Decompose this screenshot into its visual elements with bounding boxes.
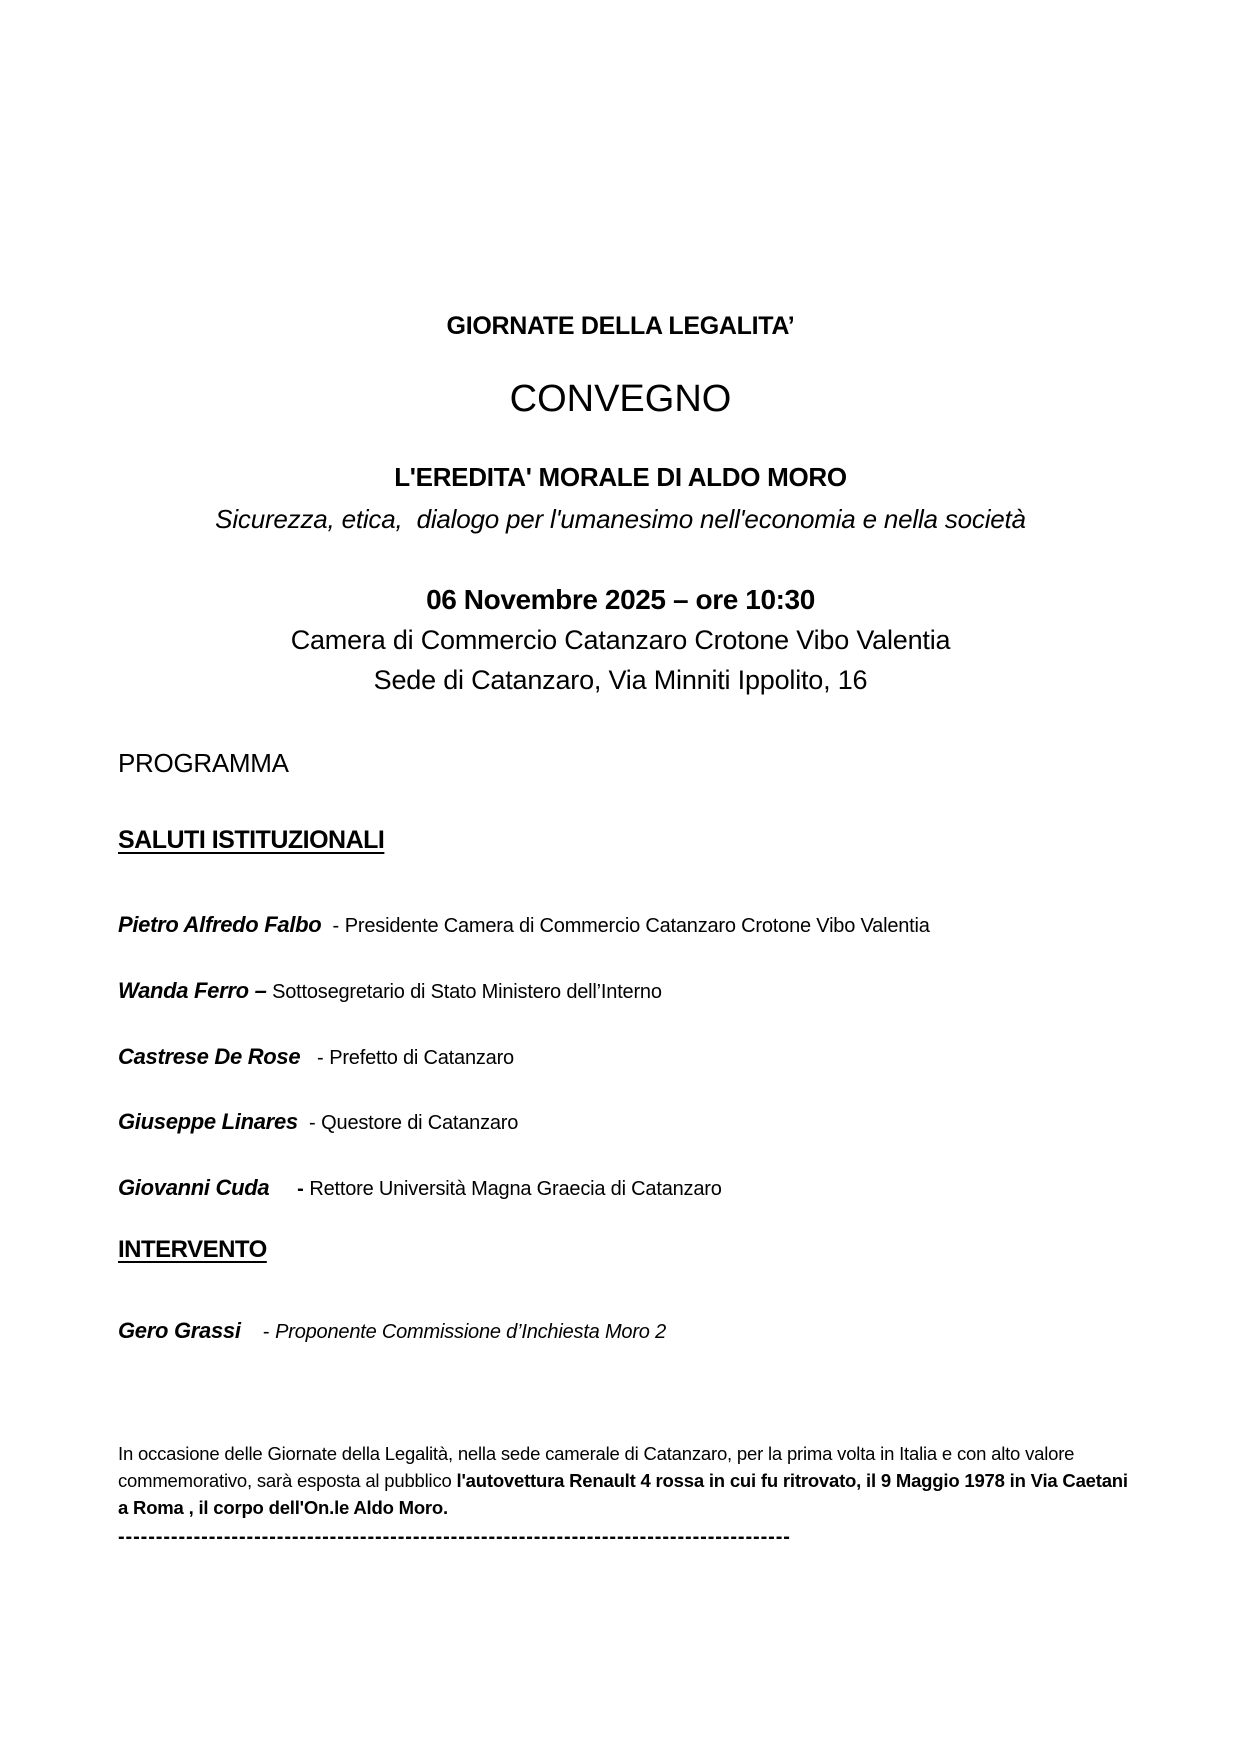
venue-address: Sede di Catanzaro, Via Minniti Ippolito, 16 [373,665,868,695]
conference-title: L'EREDITA' MORALE DI ALDO MORO [394,462,847,492]
speaker-role: Prefetto di Catanzaro [329,1047,514,1069]
section-heading-intervento: INTERVENTO [118,1236,267,1263]
speaker-role: Questore di Catanzaro [321,1112,519,1134]
speaker-name: Giovanni Cuda [118,1175,270,1200]
event-series-title: GIORNATE DELLA LEGALITA’ [446,312,795,340]
speaker-item [118,1109,518,1135]
venue-name: Camera di Commercio Catanzaro Crotone Vibo Valentia [290,625,951,655]
speaker-role: Rettore Università Magna Graecia di Catanzaro [309,1178,722,1200]
speaker-item [118,1044,514,1070]
speaker-role: Sottosegretario di Stato Ministero dell’Interno [272,981,662,1003]
event-type: CONVEGNO [509,378,732,420]
dashed-separator: ----------------------------------------------------------------------------------------- [118,1526,791,1548]
speaker-name: Gero Grassi [118,1318,241,1343]
speaker-item [118,1318,666,1344]
speaker-separator: - [300,1047,330,1069]
exhibit-note-highlight: l'autovettura Renault 4 rossa in cui fu ritrovato, il 9 Maggio 1978 in Via Caetani a Roma , il corpo dell'On.le Aldo Moro. [118,1470,1128,1518]
speaker-separator: - [321,915,345,937]
speaker-name: Giuseppe Linares [118,1109,298,1134]
speaker-separator: - [240,1321,276,1343]
section-heading-saluti: SALUTI ISTITUZIONALI [118,826,385,854]
speaker-role: Presidente Camera di Commercio Catanzaro Crotone Vibo Valentia [344,915,930,937]
speaker-separator: - [269,1178,310,1200]
speaker-role: Proponente Commissione d’Inchiesta Moro 2 [275,1321,667,1343]
speaker-item [118,978,662,1004]
date-time: 06 Novembre 2025 – ore 10:30 [426,584,815,615]
speaker-item [118,1175,722,1201]
program-label: PROGRAMMA [118,748,289,778]
speaker-separator: - [297,1112,322,1134]
speaker-item [118,912,930,938]
exhibit-note-text: In occasione delle Giornate della Legalità, nella sede camerale di Catanzaro, per la prima volta in Italia e con alto valore commemorativo, sarà esposta al pubblico [118,1443,1075,1491]
speaker-name: Pietro Alfredo Falbo [118,912,322,937]
speaker-name: Wanda Ferro – [118,978,267,1003]
conference-subtitle: Sicurezza, etica, dialogo per l'umanesimo nell'economia e nella società [215,504,1026,534]
speaker-name: Castrese De Rose [118,1044,301,1069]
exhibit-note [118,1440,1128,1521]
